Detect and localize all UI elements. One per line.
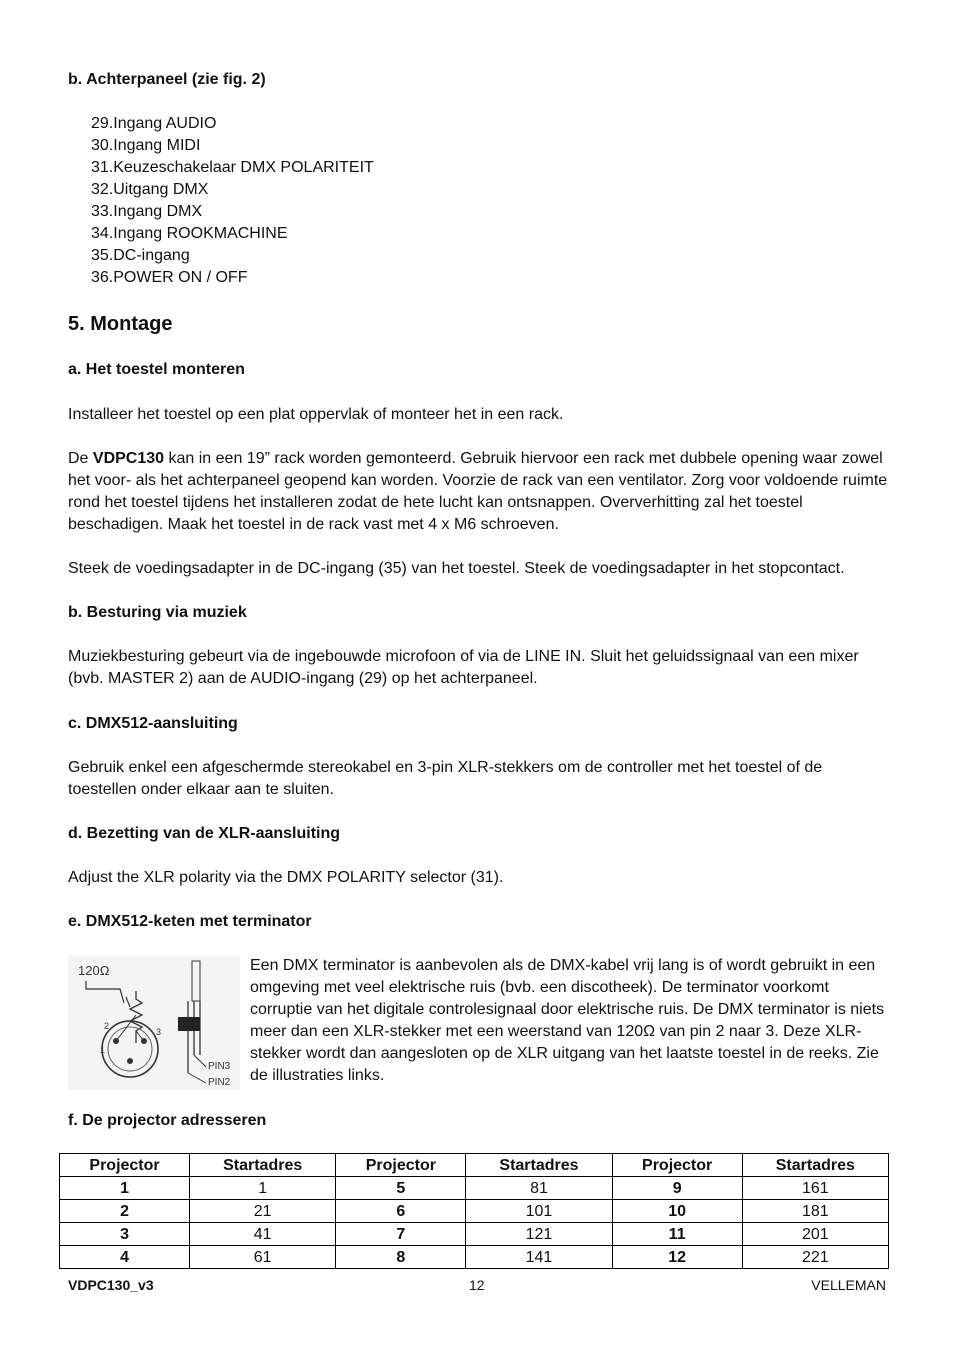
resistor-label: 120Ω <box>78 963 110 978</box>
section-heading-adresseren: f. De projector adresseren <box>68 1112 267 1129</box>
table-cell: 101 <box>466 1200 612 1223</box>
table-cell: 161 <box>742 1177 888 1200</box>
section-heading-dmx512: c. DMX512-aansluiting <box>68 715 238 732</box>
paragraph-music: Muziekbesturing gebeurt via de ingebouwde microfoon of via de LINE IN. Sluit het geluidssignaal van een mixer (bvb. MASTER 2) aan de AUDIO-ingang (29) op het achterpaneel. <box>68 648 859 687</box>
list-item: 33.Ingang DMX <box>91 203 203 220</box>
paragraph-terminator: Een DMX terminator is aanbevolen als de DMX-kabel vrij lang is of wordt gebruikt in een omgeving met veel elektrische ruis (bvb. een discotheek). De terminator voorkomt corruptie van het digitale controlesignaal door elektrische ruis. De DMX terminator is niets meer dan een XLR-stekker met een weerstand van 120Ω van pin 2 naar 3. Deze XLR-stekker wordt dan aangesloten op de XLR uitgang van het laatste toestel in de reeks. Zie de illustraties links. <box>250 957 885 1084</box>
list-item: 31.Keuzeschakelaar DMX POLARITEIT <box>91 159 374 176</box>
pin-number-label: 3 <box>156 1027 162 1037</box>
section-heading-muziek: b. Besturing via muziek <box>68 604 247 621</box>
table-cell: 1 <box>60 1177 190 1200</box>
product-code: VDPC130 <box>92 450 165 467</box>
chapter-title-montage: 5. Montage <box>68 313 173 335</box>
table-cell: 8 <box>336 1246 466 1269</box>
terminator-illustration <box>68 955 240 1090</box>
table-row <box>60 1200 889 1223</box>
column-header: Startadres <box>190 1154 336 1177</box>
list-item: 35.DC-ingang <box>91 247 190 264</box>
section-heading-xlr: d. Bezetting van de XLR-aansluiting <box>68 825 341 842</box>
table-cell: 4 <box>60 1246 190 1269</box>
column-header: Projector <box>60 1154 190 1177</box>
table-cell: 21 <box>190 1200 336 1223</box>
pin-number-label: 2 <box>104 1021 110 1031</box>
list-item: 36.POWER ON / OFF <box>91 269 248 286</box>
table-cell: 6 <box>336 1200 466 1223</box>
section-heading-terminator: e. DMX512-keten met terminator <box>68 913 312 930</box>
list-item: 32.Uitgang DMX <box>91 181 209 198</box>
list-item: 29.Ingang AUDIO <box>91 115 217 132</box>
paragraph-install: Installeer het toestel op een plat oppervlak of monteer het in een rack. <box>68 406 564 423</box>
table-cell: 121 <box>466 1223 612 1246</box>
table-cell: 9 <box>612 1177 742 1200</box>
paragraph-dmx-cable: Gebruik enkel een afgeschermde stereokabel en 3-pin XLR-stekkers om de controller met het toestel of de toestellen onder elkaar aan te sluiten. <box>68 759 823 798</box>
section-heading-monteren: a. Het toestel monteren <box>68 361 245 378</box>
table-cell: 81 <box>466 1177 612 1200</box>
table-row <box>60 1223 889 1246</box>
paragraph-rack <box>68 448 888 536</box>
footer-brand: VELLEMAN <box>811 1277 886 1293</box>
column-header: Projector <box>336 1154 466 1177</box>
list-item: 34.Ingang ROOKMACHINE <box>91 225 288 242</box>
pin-number-label: 1 <box>100 1045 106 1055</box>
table-cell: 1 <box>190 1177 336 1200</box>
table-cell: 7 <box>336 1223 466 1246</box>
table-cell: 2 <box>60 1200 190 1223</box>
column-header: Projector <box>612 1154 742 1177</box>
table-cell: 141 <box>466 1246 612 1269</box>
pin2-label: PIN2 <box>208 1077 231 1088</box>
address-table <box>59 1153 889 1269</box>
table-cell: 3 <box>60 1223 190 1246</box>
table-row <box>60 1177 889 1200</box>
paragraph-power: Steek de voedingsadapter in de DC-ingang (35) van het toestel. Steek de voedingsadapter in het stopcontact. <box>68 560 845 577</box>
table-row <box>60 1246 889 1269</box>
table-cell: 10 <box>612 1200 742 1223</box>
column-header: Startadres <box>742 1154 888 1177</box>
table-cell: 12 <box>612 1246 742 1269</box>
table-header-row <box>60 1154 889 1177</box>
table-cell: 41 <box>190 1223 336 1246</box>
footer-page-number: 12 <box>469 1277 485 1293</box>
text-fragment: kan in een 19” rack worden gemonteerd. Gebruik hiervoor een rack met dubbele opening waar zowel het voor- als het achterpaneel geopend kan worden. Voorzie de rack van een ventilator. Zorg voor voldoende ruimte rond het toestel tijdens het installeren zodat de hete lucht kan ontsnappen. Oververhitting zal het toestel beschadigen. Maak het toestel in de rack vast met 4 x M6 schroeven. <box>68 450 888 533</box>
column-header: Startadres <box>466 1154 612 1177</box>
paragraph-xlr-polarity: Adjust the XLR polarity via the DMX POLARITY selector (31). <box>68 869 504 886</box>
section-heading-achterpaneel: b. Achterpaneel (zie fig. 2) <box>68 71 266 88</box>
table-cell: 5 <box>336 1177 466 1200</box>
table-cell: 201 <box>742 1223 888 1246</box>
footer-doc-id: VDPC130_v3 <box>68 1277 154 1293</box>
table-cell: 221 <box>742 1246 888 1269</box>
pin3-label: PIN3 <box>208 1061 231 1072</box>
xlr-terminator-icon <box>68 955 240 1090</box>
list-item: 30.Ingang MIDI <box>91 137 201 154</box>
table-cell: 181 <box>742 1200 888 1223</box>
rear-panel-list <box>91 113 374 289</box>
text-fragment: De <box>68 450 93 467</box>
table-cell: 11 <box>612 1223 742 1246</box>
table-cell: 61 <box>190 1246 336 1269</box>
